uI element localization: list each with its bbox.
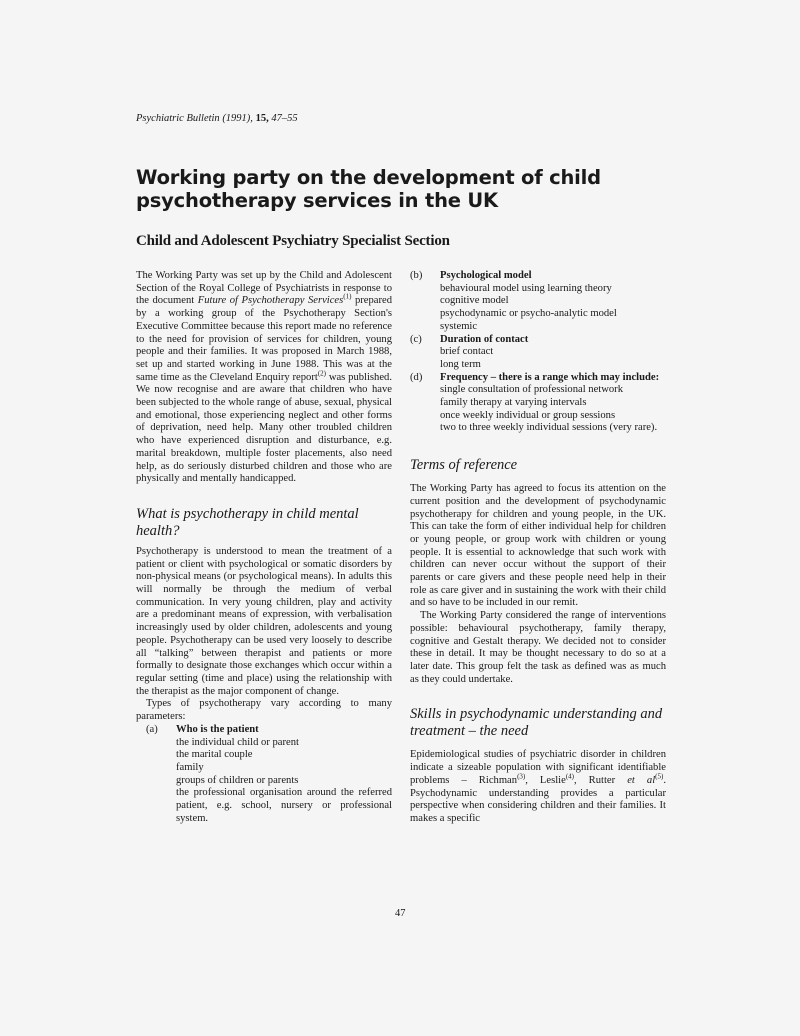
journal-volume: 15,	[255, 113, 269, 124]
skills-paragraph: Epidemiological studies of psychiatric disorder in children indicate a sizeable population with significant identifiable problems – Richman$^{(3)}$, Leslie$^{(4)}$, Rutter et $al^{(5)}$. Psychodynamic understanding provides a particular perspective when considering children and their families. It makes a specific	[410, 749, 666, 824]
list-a: (a) Who is the patient the individual child or parent the marital couple family groups of children or parents the professional organisation around the referred patient, e.g. school, nursery or professional system.	[146, 723, 392, 824]
list-item: family therapy at varying intervals	[440, 397, 587, 409]
list-b-heading: Psychological model	[440, 270, 532, 281]
right-column	[410, 270, 666, 826]
list-item: cognitive model	[440, 295, 509, 307]
list-c-heading: Duration of contact	[440, 333, 529, 345]
list-item: once weekly individual or group sessions	[440, 409, 616, 421]
what-is-paragraph: Psychotherapy is understood to mean the treatment of a patient or client with psychological or somatic disorders by non-physical means (or psychological means). In adults this will normally be through the medium of verbal communication. In very young children, play and activity are a predominant means of expression, with verbalisation increasingly used by older children, adolescents and young people. Psychotherapy can be used very loosely to describe all “talking” between therapist and patients or more formally to designate those exchanges which occur within a regular setting (time and place) using the relationship with the therapist as the major component of change.	[136, 545, 392, 697]
list-item: family	[176, 761, 204, 773]
list-item: two to three weekly individual sessions (very rare).	[440, 422, 658, 434]
section-label: Child and Adolescent Psychiatry Specialist Section	[136, 233, 450, 249]
list-c: (c) Duration of contact brief contact long term	[410, 334, 666, 372]
list-item: behavioural model using learning theory	[440, 282, 612, 294]
list-item: psychodynamic or psycho-analytic model	[440, 308, 617, 320]
list-item: brief contact	[440, 346, 494, 358]
list-item: the marital couple	[176, 749, 253, 761]
list-item: single consultation of professional network	[440, 384, 624, 396]
intro-paragraph: The Working Party was set up by the Child and Adolescent Section of the Royal College of Psychiatrists in response to the document Future of Psychotherapy Services$^{(1)}$ prepared by a working group of the Psychotherapy Section's Executive Committee because this report made no reference to the need for provision of services for children, young people and their families. It was proposed in March 1988, set up and started working in June 1988. This was at the same time as the Cleveland Enquiry report$^{(2)}$ was published. We now recognise and are aware that children who have been subjected to the whole range of abuse, sexual, physical and emotional, those experiencing neglect and other forms of deprivation, need help. Many other troubled children who have experienced disruption and disturbance, e.g. marital breakdown, multiple foster placements, also need help, as do seriously disturbed children and those who are physically and mentally handicapped.	[136, 270, 393, 485]
list-a-heading: Who is the patient	[176, 723, 259, 735]
article-title: Working party on the development of child psychotherapy services in the UK	[136, 166, 601, 212]
what-is-heading: What is psychotherapy in child mental health?	[136, 505, 359, 539]
list-d: (d) Frequency – there is a range which may include: single consultation of professional network family therapy at varying intervals once weekly individual or group sessions two to three weekly individual sessions (very rare).	[410, 372, 666, 436]
list-b: (b) Psychological model behavioural model using learning theory cognitive model psychodynamic or psycho-analytic model systemic	[410, 270, 666, 334]
citation	[136, 113, 298, 124]
list-d-heading: Frequency – there is a range which may include:	[440, 371, 660, 383]
list-item: the professional organisation around the referred patient, e.g. school, nursery or professional system.	[176, 787, 392, 824]
left-column	[136, 270, 392, 825]
terms-paragraph-2: The Working Party considered the range of interventions possible: behavioural psychotherapy, family therapy, cognitive and Gestalt therapy. We decided not to consider these in detail. It may be thought necessary to do so at a later date. This group felt the task as defined was as much as they could undertake.	[410, 610, 666, 685]
terms-heading: Terms of reference	[410, 457, 518, 474]
page-number: 47	[395, 908, 406, 919]
journal-year: (1991),	[222, 113, 253, 124]
list-item: systemic	[440, 320, 478, 332]
journal-name: Psychiatric Bulletin	[136, 113, 220, 124]
types-paragraph: Types of psychotherapy vary according to many parameters:	[136, 698, 392, 723]
list-item: the individual child or parent	[176, 736, 299, 748]
list-item: groups of children or parents	[176, 774, 299, 786]
terms-paragraph-1: The Working Party has agreed to focus its attention on the current position and the development of psychodynamic psychotherapy for children and young people, in the UK. This can take the form of either individual help for children or young people, or group work with children or young people. It is essential to acknowledge that such work with children can never occur without the support of their parents or care givers and these people need help in their role as care giver and in sustaining the work with their child and so have to be included in our remit.	[410, 483, 666, 609]
journal-pages: 47–55	[271, 113, 298, 124]
skills-heading: Skills in psychodynamic understanding and treatment – the need	[410, 706, 663, 740]
list-item: long term	[440, 358, 481, 370]
